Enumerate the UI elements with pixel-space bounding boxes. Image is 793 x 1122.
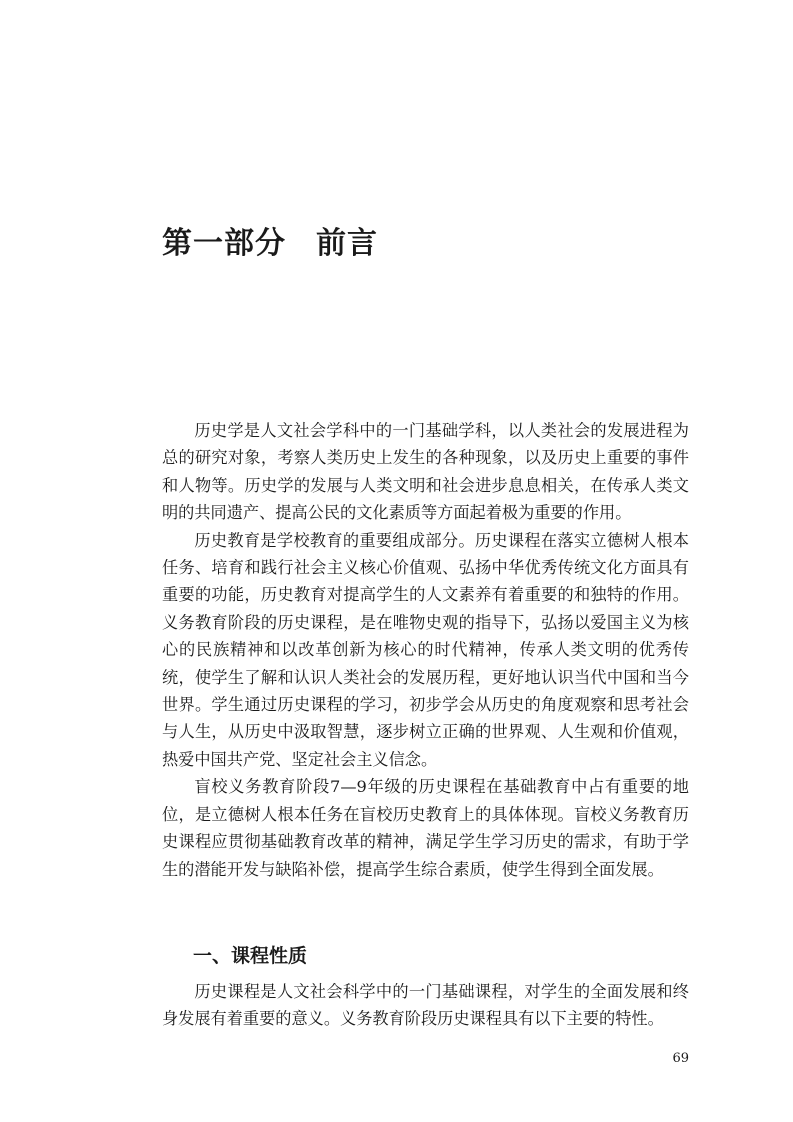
section-paragraph-1: 历史课程是人文社会科学中的一门基础课程，对学生的全面发展和终身发展有着重要的意义。义务教育阶段历史课程具有以下主要的特性。 <box>162 982 689 1029</box>
intro-paragraph-1: 历史学是人文社会学科中的一门基础学科，以人类社会的发展进程为总的研究对象，考察人类历史上发生的各种现象，以及历史上重要的事件和人物等。历史学的发展与人类文明和社会进步息息相关，在传承人类文明的共同遗产、提高公民的文化素质等方面起着极为重要的作用。 <box>162 421 689 523</box>
section-body <box>162 978 689 1033</box>
part-number: 第一部分 <box>162 226 286 261</box>
section-heading: 一、课程性质 <box>193 945 308 967</box>
page-number: 69 <box>672 1051 689 1066</box>
intro-paragraph-3: 盲校义务教育阶段7—9年级的历史课程在基础教育中占有重要的地位，是立德树人根本任务在盲校历史教育上的具体体现。盲校义务教育历史课程应贯彻基础教育改革的精神，满足学生学习历史的需求，有助于学生的潜能开发与缺陷补偿，提高学生综合素质，使学生得到全面发展。 <box>162 777 689 879</box>
intro-paragraph-2: 历史教育是学校教育的重要组成部分。历史课程在落实立德树人根本任务、培育和践行社会主义核心价值观、弘扬中华优秀传统文化方面具有重要的功能，历史教育对提高学生的人文素养有着重要的和独特的作用。义务教育阶段的历史课程，是在唯物史观的指导下，弘扬以爱国主义为核心的民族精神和以改革创新为核心的时代精神，传承人类文明的优秀传统，使学生了解和认识人类社会的发展历程，更好地认识当代中国和当今世界。学生通过历史课程的学习，初步学会从历史的角度观察和思考社会与人生，从历史中汲取智慧，逐步树立正确的世界观、人生观和价值观，热爱中国共产党、坚定社会主义信念。 <box>162 530 689 769</box>
intro-text <box>162 417 689 883</box>
part-name: 前言 <box>316 226 378 261</box>
part-title <box>162 222 378 266</box>
